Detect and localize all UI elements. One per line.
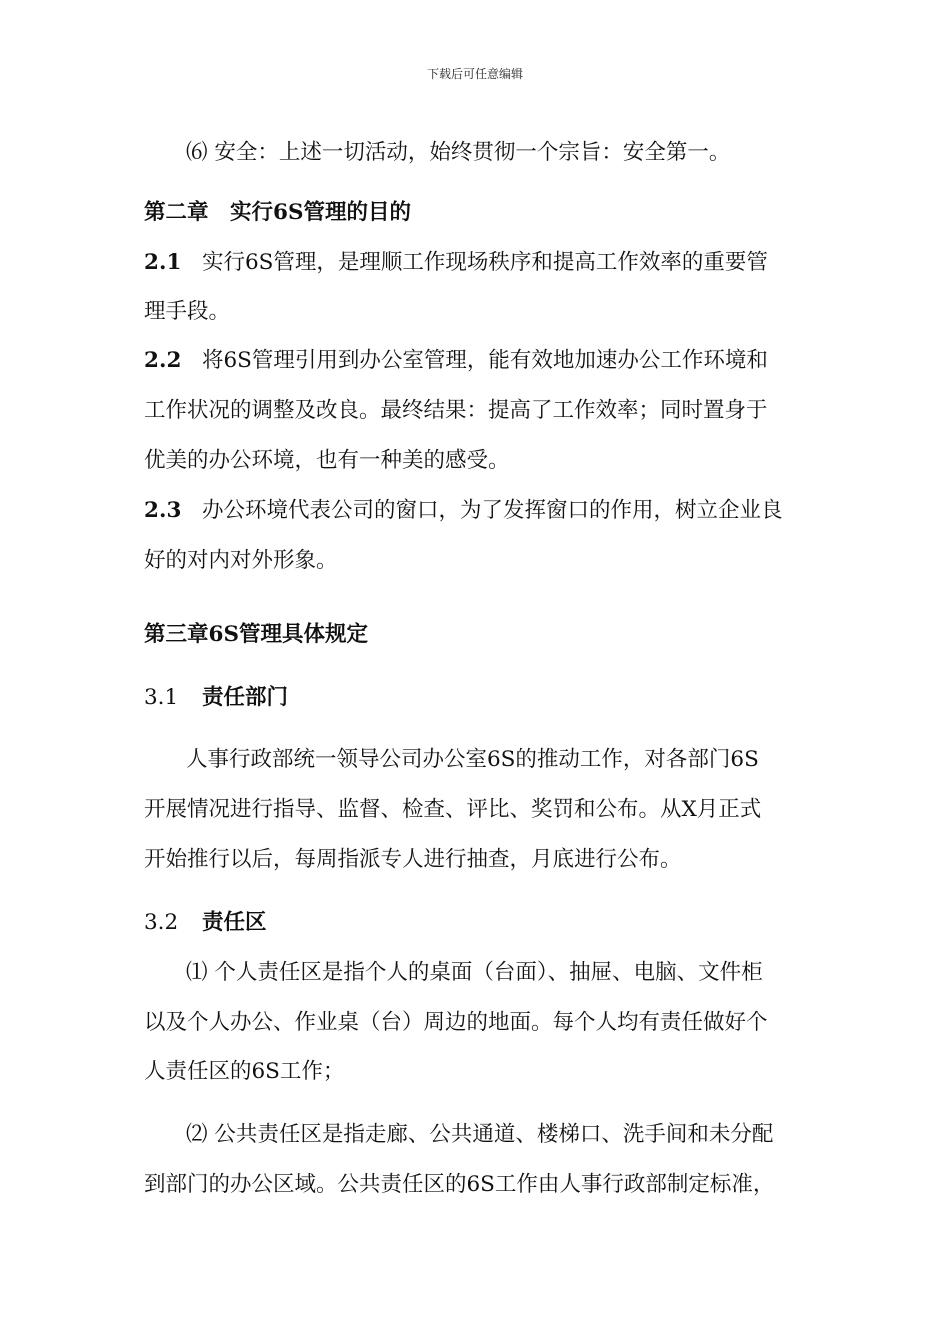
section-3-1-number: 3.1 <box>144 685 179 710</box>
section-2-1-text: 实行6S管理，是理顺工作现场秩序和提高工作效率的重要管 <box>202 250 768 275</box>
section-2-1-number: 2.1 <box>144 250 182 275</box>
section-3-2-item-1-line-2: 以及个人办公、作业桌（台）周边的地面。每个人均有责任做好个 <box>144 1010 768 1035</box>
section-2-2-text: 将6S管理引用到办公室管理，能有效地加速办公工作环境和 <box>202 348 768 373</box>
section-3-2-number: 3.2 <box>144 910 179 935</box>
chapter-2-title: 第二章 实行6S管理的目的 <box>144 200 411 225</box>
section-2-2-line-2: 工作状况的调整及改良。最终结果：提高了工作效率；同时置身于 <box>144 398 768 423</box>
section-3-2-heading <box>144 908 267 938</box>
section-2-3-text: 办公环境代表公司的窗口，为了发挥窗口的作用，树立企业良 <box>202 498 783 523</box>
section-3-2-item-1-line-1: ⑴ 个人责任区是指个人的桌面（台面）、抽屉、电脑、文件柜 <box>186 960 763 985</box>
section-2-2-number: 2.2 <box>144 348 182 373</box>
safety-paragraph: ⑹ 安全：上述一切活动，始终贯彻一个宗旨：安全第一。 <box>186 140 731 165</box>
section-2-1-line-2: 理手段。 <box>144 299 231 324</box>
section-2-3-number: 2.3 <box>144 498 182 523</box>
section-3-1-line-2: 开展情况进行指导、监督、检查、评比、奖罚和公布。从X月正式 <box>144 797 762 822</box>
section-2-3-line-2: 好的对内对外形象。 <box>144 548 338 573</box>
section-2-2-line-1 <box>144 346 768 376</box>
section-3-2-title: 责任区 <box>202 910 267 935</box>
chapter-3-title: 第三章6S管理具体规定 <box>144 622 368 647</box>
section-3-1-line-1: 人事行政部统一领导公司办公室6S的推动工作，对各部门6S <box>186 747 759 772</box>
section-2-1-line-1 <box>144 248 768 278</box>
section-3-1-heading <box>144 683 288 713</box>
section-3-2-item-2-line-2: 到部门的办公区域。公共责任区的6S工作由人事行政部制定标准， <box>144 1172 775 1197</box>
page-header: 下载后可任意编辑 <box>426 67 523 81</box>
section-3-1-title: 责任部门 <box>202 685 289 710</box>
section-3-1-line-3: 开始推行以后，每周指派专人进行抽查，月底进行公布。 <box>144 847 682 872</box>
section-2-2-line-3: 优美的办公环境，也有一种美的感受。 <box>144 448 510 473</box>
section-3-2-item-2-line-1: ⑵ 公共责任区是指走廊、公共通道、楼梯口、洗手间和未分配 <box>186 1122 774 1147</box>
section-2-3-line-1 <box>144 496 783 526</box>
section-3-2-item-1-line-3: 人责任区的6S工作； <box>144 1059 345 1084</box>
